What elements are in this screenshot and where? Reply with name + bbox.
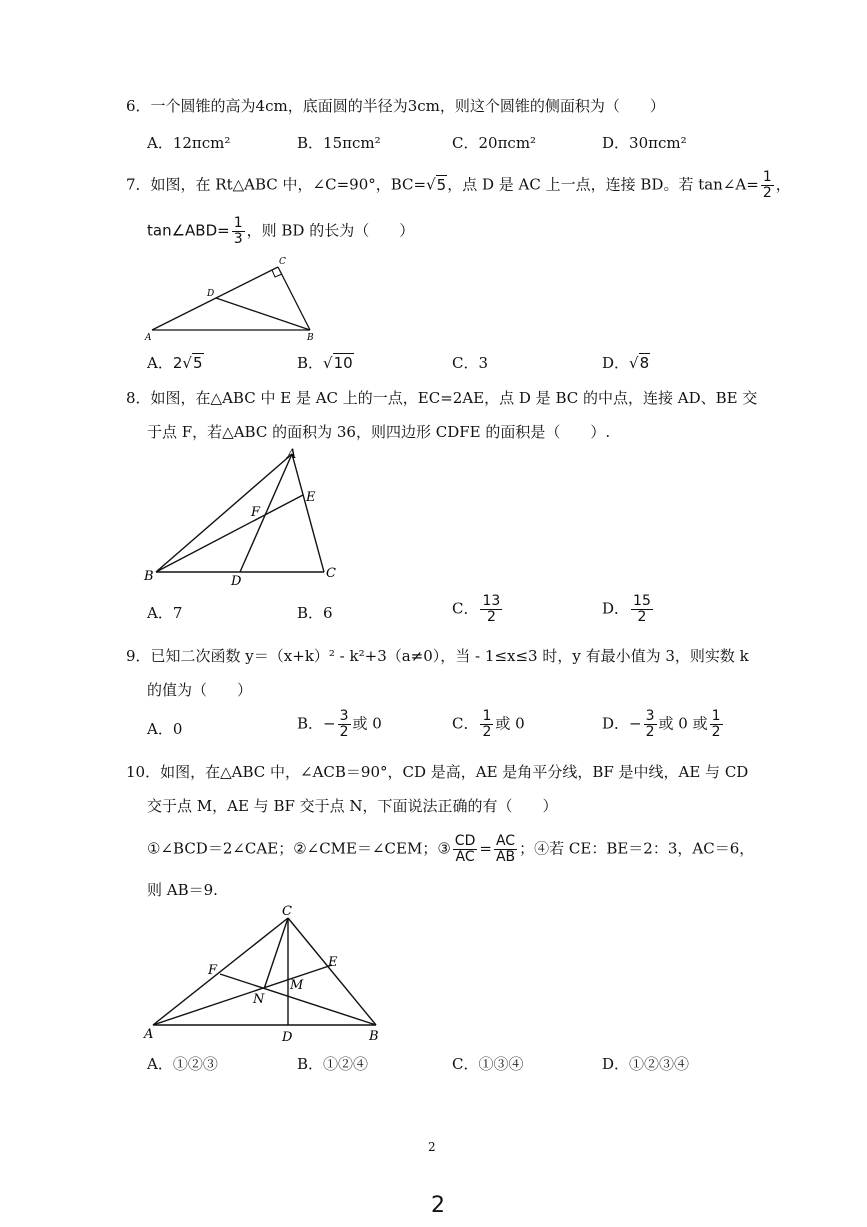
q9-option-d-tail: 或 0 或 [658, 714, 708, 733]
q8-option-b-letter: B． [297, 604, 324, 622]
q7-option-d [602, 353, 650, 373]
q7-option-b-letter: B． [297, 354, 324, 372]
q8-option-c-den: 2 [486, 609, 496, 625]
q9-option-b-letter: B． [297, 714, 324, 733]
q7-option-a [147, 353, 204, 373]
q8-option-a-value: 7 [172, 604, 183, 622]
q7-option-a-value: 2√5 [172, 354, 203, 372]
q10-statements-part-a: ①∠BCD＝2∠CAE；②∠CME＝∠CEM；③ [147, 839, 451, 858]
q9-option-c-letter: C． [452, 714, 479, 733]
q10-label-d: D [282, 1030, 293, 1044]
q7-stem-line1 [126, 170, 791, 201]
q7-stem-part-e: ，则 BD 的长为（ ） [246, 221, 415, 240]
q10-fraction1-num: CD [454, 833, 476, 849]
q8-stem-line1: 8．如图，在△ABC 中 E 是 AC 上的一点，EC=2AE，点 D 是 BC 的中点，连接 AD、BE 交 [126, 389, 758, 407]
q7-option-c-value: 3 [478, 354, 489, 372]
q9-option-b-num: 3 [339, 708, 349, 724]
q9-option-a-value: 0 [172, 720, 183, 738]
q6-option-b: B．15πcm² [297, 134, 381, 152]
q7-option-c-letter: C． [452, 354, 479, 372]
q10-label-a: A [144, 1027, 154, 1042]
q9-option-d-letter: D． [602, 714, 630, 733]
q7-stem-line2 [147, 216, 414, 247]
q7-tanABD-num: 1 [233, 215, 243, 231]
q10-option-d: D．①②③④ [602, 1055, 690, 1073]
q8-option-c-letter: C． [452, 599, 479, 618]
q9-option-d-num2: 1 [711, 708, 721, 724]
q10-option-b: B．①②④ [297, 1055, 369, 1073]
q7-option-d-letter: D． [602, 354, 630, 372]
q7-label-c: C [279, 257, 286, 267]
q7-stem-part-b: ，点 D 是 AC 上一点，连接 BD。若 tan∠A= [447, 175, 759, 194]
q10-statements-part-b: ；④若 CE：BE＝2：3，AC＝6， [519, 839, 755, 858]
q10-label-m: M [290, 978, 304, 993]
q8-option-c-fraction [480, 594, 502, 625]
q7-tanA-den: 2 [762, 185, 772, 201]
q10-stem-line2: 交于点 M，AE 与 BF 交于点 N，下面说法正确的有（ ） [147, 797, 558, 815]
q7-label-a: A [145, 333, 152, 343]
q7-sqrt5-radicand: 5 [436, 175, 447, 194]
page-number-small: 2 [428, 1140, 436, 1154]
q10-fraction-ac-ab [494, 834, 517, 865]
q7-option-b-value: √10 [323, 354, 353, 372]
q7-stem-part-d: tan∠ABD= [147, 221, 230, 240]
q9-option-b-tail: 或 0 [352, 714, 382, 733]
q9-option-b [297, 709, 382, 740]
q8-label-a: A [287, 447, 297, 462]
q10-label-f: F [208, 963, 218, 978]
q8-option-d-letter: D． [602, 599, 630, 618]
q7-sqrt5: √5 [426, 175, 447, 194]
q8-option-c-num: 13 [482, 593, 501, 609]
q10-label-c: C [282, 904, 292, 919]
q6-stem: 6．一个圆锥的高为4cm，底面圆的半径为3cm，则这个圆锥的侧面积为（ ） [126, 97, 665, 115]
q8-label-f: F [251, 505, 261, 520]
q8-option-b-value: 6 [323, 604, 333, 622]
q7-tanABD-fraction [232, 216, 245, 247]
q8-stem-line2: 于点 F，若△ABC 的面积为 36，则四边形 CDFE 的面积是（ ）. [147, 423, 611, 441]
q8-option-d-num: 15 [633, 593, 651, 609]
q7-label-b: B [307, 333, 314, 343]
q7-option-d-radicand: 8 [639, 354, 650, 372]
q9-option-c-fraction [480, 709, 493, 740]
q10-fraction2-den: AB [495, 849, 516, 865]
q7-option-c [452, 353, 488, 373]
q10-fraction-cd-ac [453, 834, 478, 865]
q8-figure [140, 446, 350, 591]
q8-option-d-den: 2 [637, 609, 647, 625]
q9-stem-line2: 的值为（ ） [147, 681, 253, 699]
q8-option-a-letter: A． [147, 604, 173, 622]
q7-tanA-num: 1 [762, 169, 772, 185]
q9-option-d-den2: 2 [711, 724, 721, 740]
q10-statements [147, 834, 754, 865]
q9-option-d-den1: 2 [645, 724, 655, 740]
q9-option-d-fraction1 [644, 709, 657, 740]
q10-equals: = [479, 839, 492, 858]
q9-option-c [452, 709, 525, 740]
q9-option-a [147, 719, 182, 739]
q6-option-c: C．20πcm² [452, 134, 537, 152]
q7-option-a-letter: A． [147, 354, 173, 372]
q7-stem-part-a: 7．如图，在 Rt△ABC 中，∠C=90°，BC= [126, 175, 427, 194]
q8-option-d [602, 594, 655, 625]
q8-option-b [297, 603, 333, 623]
q10-label-b: B [369, 1029, 379, 1044]
q9-option-d-sign: − [629, 714, 642, 733]
q10-label-e: E [328, 955, 338, 970]
q9-option-b-den: 2 [339, 724, 349, 740]
q7-option-a-coef: 2 [172, 354, 183, 372]
q9-option-b-fraction [338, 709, 351, 740]
q8-label-d: D [231, 574, 242, 589]
q9-stem-line1: 9．已知二次函数 y＝（x+k）² - k²+3（a≠0），当 - 1≤x≤3 时，y 有最小值为 3，则实数 k [126, 647, 749, 665]
q10-fraction2-num: AC [494, 834, 517, 850]
q8-option-c [452, 594, 504, 625]
q9-option-d [602, 709, 725, 740]
q9-option-c-den: 2 [482, 724, 492, 740]
q7-option-a-radicand: 5 [192, 354, 203, 372]
q10-figure [140, 902, 390, 1044]
q10-option-c: C．①③④ [452, 1055, 524, 1073]
q7-option-d-value: √8 [629, 354, 650, 372]
q10-fraction1-den: AC [455, 849, 475, 865]
q10-label-n: N [253, 992, 265, 1007]
q8-label-c: C [326, 566, 336, 581]
q9-option-d-num1: 3 [645, 708, 655, 724]
q7-label-d: D [207, 289, 215, 299]
q8-label-b: B [144, 569, 154, 584]
q9-option-c-tail: 或 0 [495, 714, 525, 733]
q6-option-a: A．12πcm² [147, 134, 231, 152]
page-number-large: 2 [431, 1193, 445, 1218]
q8-label-e: E [306, 490, 316, 505]
q9-option-d-fraction2 [710, 709, 723, 740]
q10-statements-line2: 则 AB＝9. [147, 881, 218, 899]
q7-tanA-fraction [761, 170, 774, 201]
q9-option-a-letter: A． [147, 720, 173, 738]
q10-option-a: A．①②③ [147, 1055, 218, 1073]
q10-stem-line1: 10．如图，在△ABC 中，∠ACB＝90°，CD 是高，AE 是角平分线，BF 是中线，AE 与 CD [126, 763, 749, 781]
q7-figure [140, 252, 330, 347]
q9-option-b-sign: − [323, 714, 336, 733]
q7-tanABD-den: 3 [233, 231, 243, 247]
q9-option-c-num: 1 [482, 708, 492, 724]
q7-option-b [297, 353, 354, 373]
q8-option-d-fraction [631, 594, 653, 625]
q7-option-b-radicand: 10 [333, 354, 353, 372]
q7-stem-part-c: ， [775, 175, 791, 194]
q8-option-a [147, 603, 182, 623]
q6-option-d: D．30πcm² [602, 134, 687, 152]
